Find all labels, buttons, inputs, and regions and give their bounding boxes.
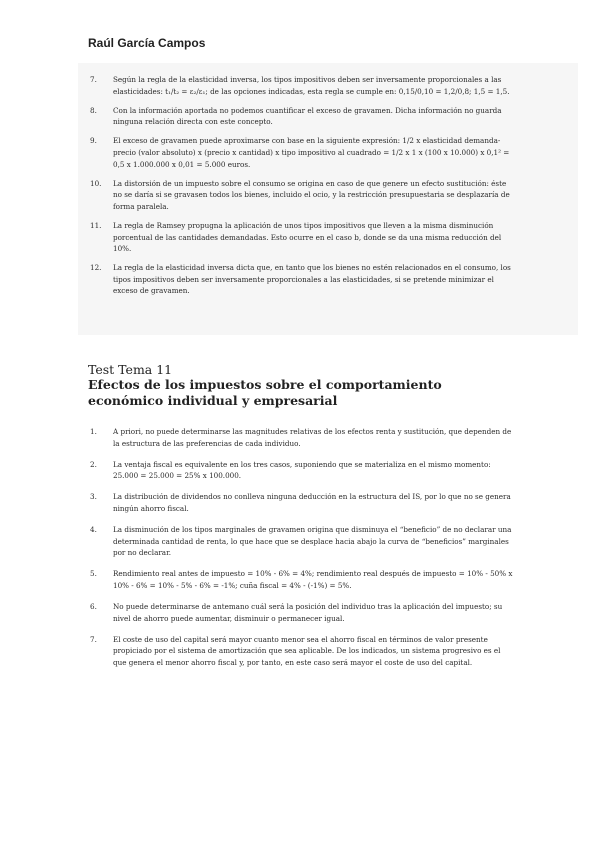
list-item [90, 220, 514, 255]
item-number: 9. [90, 136, 97, 146]
item-text: Según la regla de la elasticidad inversa, los tipos impositivos deben ser inversamente proporcionales a las elasticidades: t₁/t₂ = ε₂/ε₁; de las opciones indicadas, esta regla se cumple en: 0,15/0,10 = 1,2/0,8; 1,5 = 1,5. [113, 75, 510, 96]
list-item [90, 178, 514, 213]
section-title: Test Tema 11 [88, 362, 173, 377]
item-text: La disminución de los tipos marginales de gravamen origina que disminuya el “beneficio” de no declarar una determinada cantidad de renta, lo que hace que se desplace hacia abajo la curva de “beneficios” marginales por no declarar. [113, 525, 512, 558]
section-subtitle: Efectos de los impuestos sobre el comportamiento económico individual y empresarial [88, 377, 442, 408]
item-text: El exceso de gravamen puede aproximarse con base en la siguiente expresión: 1/2 x elasticidad demanda-precio (valor absoluto) x (precio x cantidad) x tipo impositivo al cuadrado = 1/2 x 1 x (100 x 10.000) x 0,1² = 0,5 x 1.000.000 x 0,01 = 5.000 euros. [113, 136, 510, 169]
item-number: 7. [90, 75, 97, 84]
item-number: 10. [90, 178, 102, 188]
answers-list-test-11 [90, 426, 514, 678]
item-text: La distorsión de un impuesto sobre el consumo se origina en caso de que genere un efecto sustitución: éste no se daría si se gravasen todos los bienes, incluido el ocio, y la restricción presupuestaria se desplazaría de forma paralela. [113, 178, 510, 211]
list-item [90, 459, 514, 482]
item-text: La ventaja fiscal es equivalente en los tres casos, suponiendo que se materializa en el mismo momento: 25.000 = 25.000 = 25% x 100.000. [113, 459, 491, 481]
item-text: Rendimiento real antes de impuesto = 10% - 6% = 4%; rendimiento real después de impuesto = 10% - 50% x 10% - 6% = 10% - 5% - 6% = -1%; cuña fiscal = 4% - (-1%) = 5%. [113, 569, 513, 590]
list-item [90, 262, 514, 297]
list-item [90, 568, 514, 591]
list-item [90, 74, 514, 97]
list-item [90, 426, 514, 449]
item-text: La regla de la elasticidad inversa dicta que, en tanto que los bienes no estén relacionados en el consumo, los tipos impositivos deben ser inversamente proporcionales a las elasticidades, si se pretende minimizar el exceso de gravamen. [113, 263, 511, 296]
item-number: 4. [90, 525, 97, 535]
list-item [90, 634, 514, 669]
item-number: 2. [90, 459, 97, 469]
item-number: 8. [90, 105, 97, 115]
item-text: La distribución de dividendos no conlleva ninguna deducción en la estructura del IS, por lo que no se genera ningún ahorro fiscal. [113, 492, 511, 513]
item-number: 12. [90, 263, 102, 273]
item-text: El coste de uso del capital será mayor cuanto menor sea el ahorro fiscal en términos de valor presente propiciado por el sistema de amortización que sea aplicable. De los indicados, un sistema progresivo es el que genera el menor ahorro fiscal y, por tanto, en este caso será mayor el coste de uso del capital. [113, 634, 501, 667]
item-text: No puede determinarse de antemano cuál será la posición del individuo tras la aplicación del impuesto; su nivel de ahorro puede aumentar, disminuir o permanecer igual. [113, 602, 503, 623]
author-header: Raúl García Campos [88, 36, 206, 50]
item-number: 11. [90, 220, 102, 230]
item-text: A priori, no puede determinarse las magnitudes relativas de los efectos renta y sustitución, que dependen de la estructura de las preferencias de cada individuo. [113, 427, 512, 448]
item-number: 1. [90, 427, 97, 436]
list-item [90, 601, 514, 624]
item-number: 5. [90, 569, 97, 579]
list-item [90, 135, 514, 170]
item-number: 3. [90, 492, 97, 502]
item-text: Con la información aportada no podemos cuantificar el exceso de gravamen. Dicha información no guarda ninguna relación directa con este concepto. [113, 105, 502, 127]
item-text: La regla de Ramsey propugna la aplicación de unos tipos impositivos que lleven a la misma disminución porcentual de las cantidades demandadas. Esto ocurre en el caso b, donde se da una misma reducción del 10%. [113, 220, 502, 254]
item-number: 6. [90, 602, 97, 612]
list-item [90, 524, 514, 559]
list-item [90, 491, 514, 514]
list-item [90, 105, 514, 128]
answers-list-previous-test [90, 74, 514, 305]
item-number: 7. [90, 634, 97, 644]
